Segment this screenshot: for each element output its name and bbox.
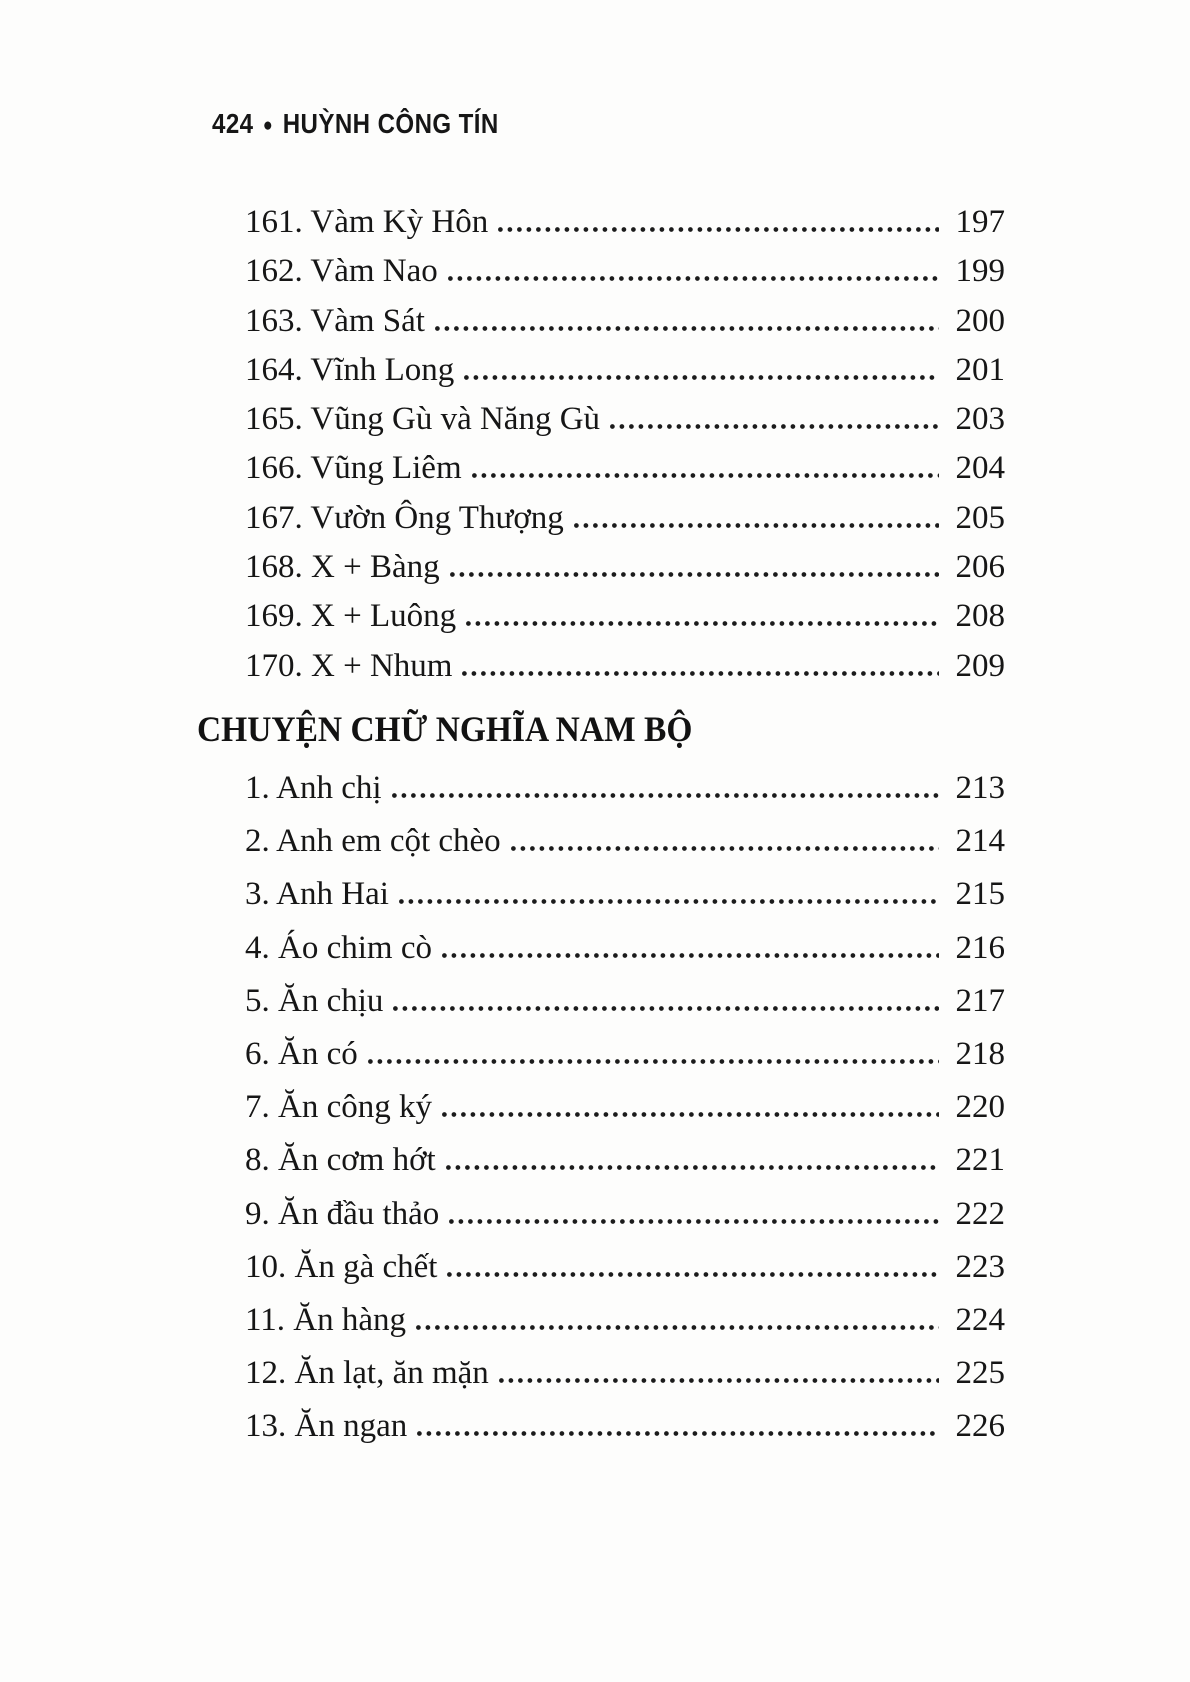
entry-page-number: 226 [955, 1408, 1005, 1445]
toc-entry [245, 922, 1005, 975]
entry-title: 164. Vĩnh Long [245, 351, 455, 388]
toc-entry [245, 297, 1005, 346]
entry-title: 162. Vàm Nao [245, 253, 438, 290]
entry-page-number: 218 [955, 1035, 1005, 1072]
dot-leader [610, 424, 939, 429]
dot-leader [511, 846, 939, 851]
entry-title: 169. X + Luông [245, 598, 457, 635]
table-of-contents [197, 198, 1005, 1454]
dot-leader [464, 375, 939, 380]
dot-leader [448, 276, 939, 281]
entry-page-number: 199 [955, 253, 1005, 290]
toc-entry [245, 395, 1005, 444]
entry-page-number: 205 [955, 499, 1005, 536]
entry-title: 1. Anh chị [245, 769, 382, 806]
dot-leader [393, 1006, 939, 1011]
toc-entry [245, 444, 1005, 493]
toc-entry [245, 975, 1005, 1028]
entry-title: 167. Vườn Ông Thượng [245, 499, 564, 536]
dot-leader [499, 1378, 939, 1383]
toc-entry [245, 1347, 1005, 1400]
entry-title: 168. X + Bàng [245, 549, 440, 586]
dot-leader [417, 1431, 939, 1436]
toc-entry [245, 868, 1005, 921]
entry-page-number: 208 [955, 598, 1005, 635]
dot-leader [368, 1059, 939, 1064]
entry-title: 3. Anh Hai [245, 876, 389, 913]
entry-page-number: 213 [955, 769, 1005, 806]
dot-leader [574, 523, 939, 528]
entry-title: 10. Ăn gà chết [245, 1248, 438, 1285]
dot-leader [449, 1219, 939, 1224]
toc-entry [245, 1400, 1005, 1453]
entry-title: 5. Ăn chịu [245, 982, 384, 1019]
entry-title: 2. Anh em cột chèo [245, 823, 501, 860]
entry-title: 170. X + Nhum [245, 647, 453, 684]
toc-entry [245, 1294, 1005, 1347]
dot-leader [442, 1112, 939, 1117]
toc-entry [245, 494, 1005, 543]
dot-leader [446, 1165, 939, 1170]
entry-title: 161. Vàm Kỳ Hôn [245, 204, 489, 240]
dot-leader [416, 1325, 939, 1330]
entry-title: 9. Ăn đầu thảo [245, 1195, 440, 1232]
toc-sections [197, 198, 1005, 1454]
entry-page-number: 206 [955, 549, 1005, 586]
toc-entry [245, 543, 1005, 592]
book-page-number: 424 [212, 108, 254, 139]
dot-leader [435, 326, 939, 331]
entry-page-number: 203 [955, 401, 1005, 438]
toc-entry [245, 1188, 1005, 1241]
entry-page-number: 221 [955, 1142, 1005, 1179]
entry-title: 12. Ăn lạt, ăn mặn [245, 1355, 489, 1392]
entry-page-number: 209 [955, 647, 1005, 684]
entry-page-number: 220 [955, 1089, 1005, 1126]
dot-leader [399, 899, 939, 904]
entry-page-number: 200 [955, 302, 1005, 339]
toc-entry [245, 1134, 1005, 1187]
dot-leader [462, 671, 939, 676]
entry-page-number: 225 [955, 1355, 1005, 1392]
dot-leader [472, 473, 939, 478]
toc-entry-list [197, 762, 1005, 1454]
entry-page-number: 204 [955, 450, 1005, 487]
toc-entry [245, 346, 1005, 395]
running-header [212, 108, 499, 140]
entry-page-number: 217 [955, 982, 1005, 1019]
toc-entry [245, 592, 1005, 641]
toc-entry [245, 642, 1005, 691]
toc-entry [245, 815, 1005, 868]
entry-title: 4. Áo chim cò [245, 929, 432, 966]
entry-title: 165. Vũng Gù và Năng Gù [245, 401, 601, 438]
toc-entry [245, 1241, 1005, 1294]
entry-title: 13. Ăn ngan [245, 1408, 408, 1445]
toc-entry [245, 198, 1005, 247]
dot-leader [450, 572, 939, 577]
author-name: HUỲNH CÔNG TÍN [282, 108, 499, 139]
entry-title: 6. Ăn có [245, 1035, 358, 1072]
entry-title: 163. Vàm Sát [245, 302, 425, 339]
dot-leader [392, 793, 939, 798]
dot-leader [442, 953, 939, 958]
entry-page-number: 214 [955, 823, 1005, 860]
entry-title: 11. Ăn hàng [245, 1302, 407, 1338]
entry-page-number: 224 [955, 1302, 1005, 1338]
entry-page-number: 216 [955, 929, 1005, 966]
toc-entry-list [197, 198, 1005, 691]
entry-title: 8. Ăn cơm hớt [245, 1142, 436, 1179]
entry-page-number: 222 [955, 1195, 1005, 1232]
dot-leader [498, 227, 939, 232]
entry-title: 166. Vũng Liêm [245, 450, 462, 487]
toc-entry [245, 1028, 1005, 1081]
toc-entry [245, 247, 1005, 296]
dot-leader [447, 1272, 939, 1277]
toc-entry [245, 762, 1005, 815]
bullet-separator-icon: ● [262, 114, 274, 136]
toc-entry [245, 1081, 1005, 1134]
dot-leader [466, 621, 939, 626]
entry-page-number: 201 [955, 351, 1005, 388]
entry-page-number: 215 [955, 876, 1005, 913]
entry-page-number: 223 [955, 1248, 1005, 1285]
entry-page-number: 197 [955, 204, 1005, 240]
section-heading: CHUYỆN CHỮ NGHĨA NAM BỘ [197, 708, 693, 749]
entry-title: 7. Ăn công ký [245, 1089, 432, 1126]
